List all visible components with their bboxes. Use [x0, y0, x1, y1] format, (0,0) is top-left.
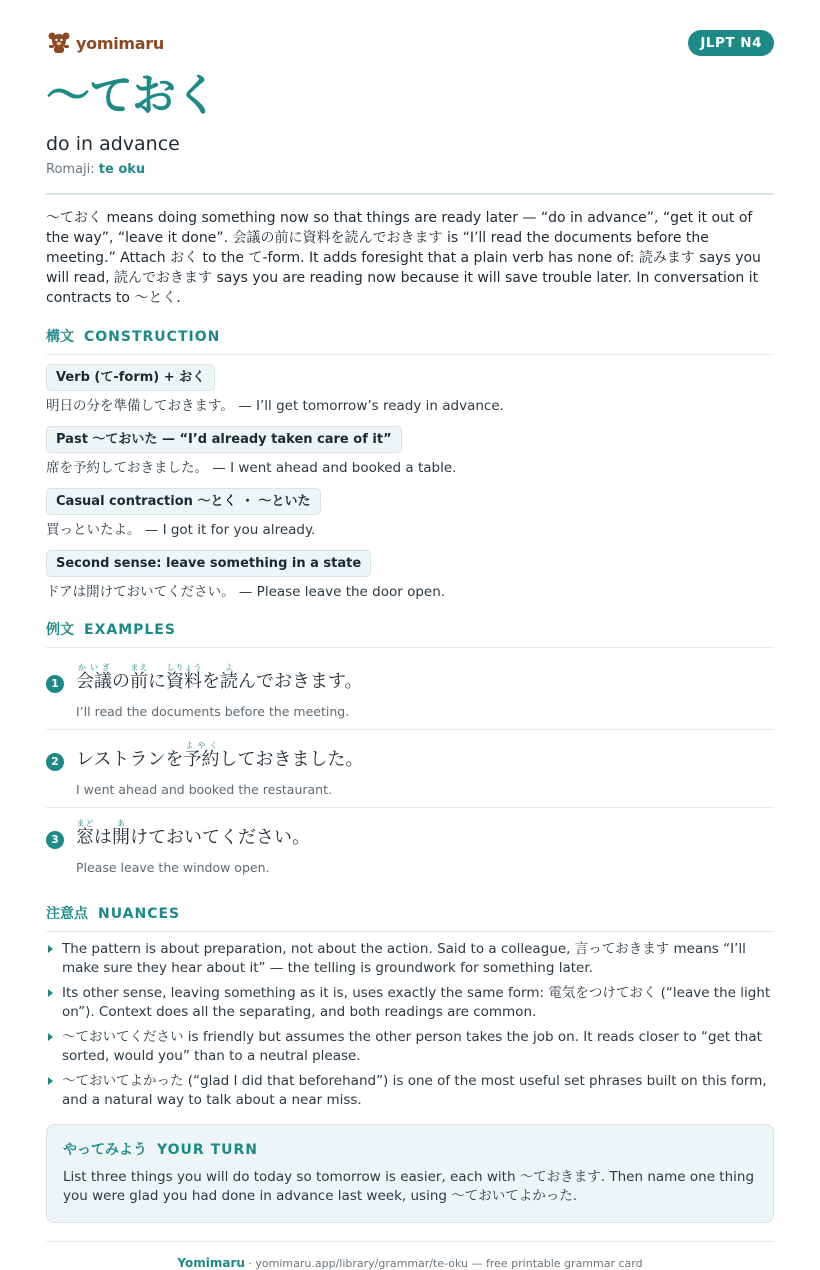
your-turn-heading — [63, 1139, 757, 1159]
footer — [46, 1241, 774, 1270]
construction-example: 買っといたよ。 — I got it for you already. — [46, 522, 316, 538]
furigana: まえ — [130, 663, 148, 672]
footer-brand[interactable]: Yomimaru — [177, 1256, 245, 1270]
ruby-word: 資料しりょう — [166, 663, 202, 692]
construction-example: 席を予約しておきました。 — I went ahead and booked a table. — [46, 460, 457, 476]
example-japanese: 会議かいぎの前まえに資料しりょうを読よんでおきます。 — [76, 663, 363, 692]
top-bar — [46, 28, 774, 58]
nuances-heading-jp: 注意点 — [46, 906, 88, 922]
example-number: 3 — [46, 831, 64, 849]
example-translation: I’ll read the documents before the meeting. — [76, 704, 350, 719]
ruby-word: 開あ — [112, 819, 130, 848]
nuance-text: 〜ておいてください is friendly but assumes the other person takes the job on. It reads closer to “get that sorted, would you” than to a neutral please. — [62, 1029, 762, 1064]
nuance-text: The pattern is about preparation, not about the action. Said to a colleague, 言っておきます means “I’ll make sure they hear about it” — the telling is groundwork for something later. — [62, 941, 746, 976]
ruby-word: 予約よやく — [183, 741, 220, 770]
bullet-triangle-icon — [48, 945, 53, 953]
construction-pattern: Verb (て-form) + おく — [46, 364, 215, 391]
page-subtitle: do in advance — [46, 133, 180, 155]
romaji-line — [46, 161, 774, 179]
ruby-word: 会議かいぎ — [76, 663, 112, 692]
nuance-text: 〜ておいてよかった (“glad I did that beforehand”) is one of the most useful set phrases built on this form, and a natural way to talk about a near miss. — [62, 1073, 767, 1108]
construction-heading-jp: 構文 — [46, 329, 74, 345]
example-japanese: レストランを予約よやくしておきました。 — [76, 741, 364, 770]
construction-item — [46, 426, 774, 477]
your-turn-box — [46, 1124, 774, 1223]
construction-pattern: Past 〜ておいた — “I’d already taken care of it” — [46, 426, 402, 453]
nuance-item — [46, 1028, 774, 1066]
ruby-word: 前まえ — [130, 663, 148, 692]
furigana: まど — [76, 819, 94, 828]
title-divider — [46, 193, 774, 195]
furigana: よやく — [183, 741, 220, 750]
intro-paragraph: 〜ておく means doing something now so that things are ready later — “do in advance”, “get it out of the way”, “leave it done”. 会議の前に資料を読んでおきます is “I’ll read the documents before the meeting.” Attach おく to the て-form. It adds foresight that a plain verb has none of: 読みます says you will read, 読んでおきます says you are reading now because it will save trouble later. In conversation it contracts to 〜とく. — [46, 210, 761, 306]
construction-heading-en: CONSTRUCTION — [84, 329, 221, 345]
romaji-value: te oku — [98, 162, 146, 177]
furigana: しりょう — [166, 663, 202, 672]
footer-text: · yomimaru.app/library/grammar/te-oku — free printable grammar card — [244, 1257, 643, 1270]
nuance-item — [46, 940, 774, 978]
examples-heading — [46, 619, 774, 648]
furigana: かいぎ — [76, 663, 112, 672]
ruby-word: 読よ — [220, 663, 238, 692]
construction-pattern: Casual contraction 〜とく ・ 〜といた — [46, 488, 321, 515]
your-turn-heading-en: YOUR TURN — [157, 1142, 258, 1158]
example-item — [46, 730, 774, 808]
construction-list — [46, 364, 774, 601]
examples-heading-jp: 例文 — [46, 622, 74, 638]
nuances-heading — [46, 903, 774, 932]
construction-item — [46, 488, 774, 539]
ruby-word: 窓まど — [76, 819, 94, 848]
your-turn-text: List three things you will do today so tomorrow is easier, each with 〜ておきます. Then name one thing you were glad you had done in advance last week, using 〜ておいてよかった. — [63, 1169, 755, 1204]
bullet-triangle-icon — [48, 1033, 53, 1041]
furigana: よ — [220, 663, 238, 672]
construction-example: ドアは開けておいてください。 — Please leave the door open. — [46, 584, 446, 600]
nuance-item — [46, 984, 774, 1022]
romaji-label: Romaji: — [46, 162, 95, 177]
brand-name: yomimaru — [76, 33, 164, 53]
bullet-triangle-icon — [48, 989, 53, 997]
page-title: 〜ておく — [46, 70, 218, 121]
furigana: あ — [112, 819, 130, 828]
construction-pattern: Second sense: leave something in a state — [46, 550, 371, 577]
jlpt-level-badge: JLPT N4 — [688, 30, 774, 56]
example-japanese: 窓まどは開あけておいてください。 — [76, 819, 310, 848]
examples-list — [46, 652, 774, 885]
your-turn-heading-jp: やってみよう — [63, 1142, 147, 1158]
bullet-triangle-icon — [48, 1077, 53, 1085]
nuances-list — [46, 940, 774, 1110]
example-number: 2 — [46, 753, 64, 771]
construction-heading — [46, 326, 774, 355]
nuances-heading-en: NUANCES — [98, 906, 181, 922]
grammar-card — [46, 0, 774, 1270]
construction-item — [46, 550, 774, 601]
example-item — [46, 652, 774, 730]
example-translation: I went ahead and booked the restaurant. — [76, 782, 332, 797]
example-translation: Please leave the window open. — [76, 860, 270, 875]
construction-example: 明日の分を準備しておきます。 — I’ll get tomorrow’s ready in advance. — [46, 398, 504, 414]
construction-item — [46, 364, 774, 415]
examples-heading-en: EXAMPLES — [84, 622, 176, 638]
brand-logo[interactable] — [46, 30, 164, 56]
nuance-item — [46, 1072, 774, 1110]
nuance-text: Its other sense, leaving something as it is, uses exactly the same form: 電気をつけておく (“leave the light on”). Context does all the separating, and both readings are common. — [62, 985, 771, 1020]
example-item — [46, 808, 774, 885]
bear-mascot-icon — [46, 30, 72, 56]
example-number: 1 — [46, 675, 64, 693]
